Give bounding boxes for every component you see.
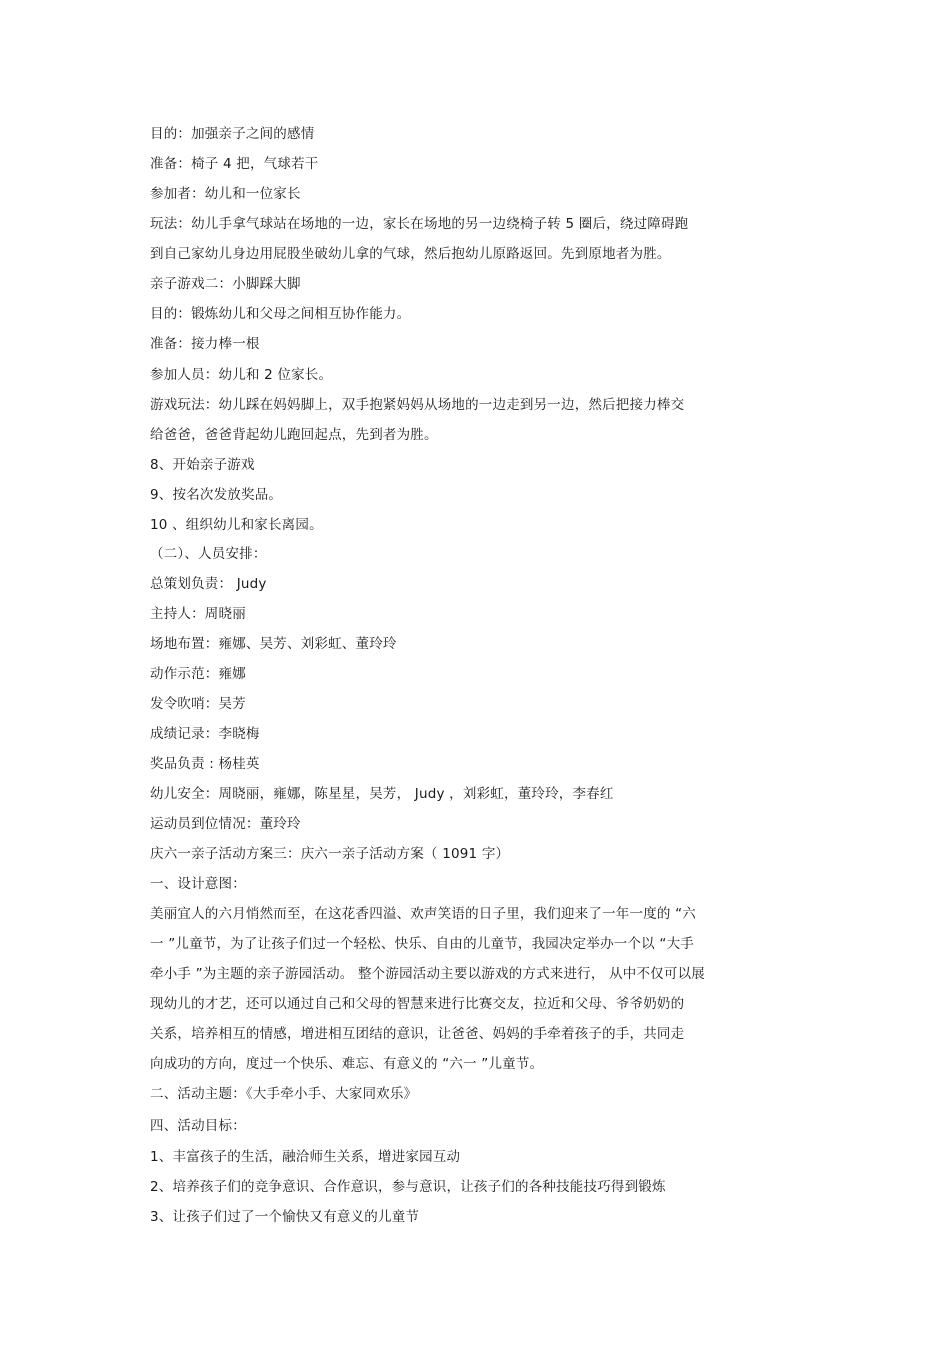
text-line: 动作示范：雍娜 [150,666,246,682]
section-heading: 二、活动主题：《大手牵小手、大家同欢乐》 [150,1086,418,1102]
text-line: 幼儿安全：周晓丽，雍娜，陈星星，吴芳， Judy ，刘彩虹，董玲玲，李春红 [150,786,614,802]
text-line: 运动员到位情况：董玲玲 [150,816,301,832]
section-heading: 庆六一亲子活动方案三：庆六一亲子活动方案（ 1091 字） [150,846,510,862]
text-line: 奖品负责 : 杨桂英 [150,756,260,772]
text-line: 给爸爸，爸爸背起幼儿跑回起点，先到者为胜。 [150,427,438,443]
text-line: 成绩记录：李晓梅 [150,726,260,742]
section-heading: 一、设计意图： [150,876,246,892]
text-line: 发令吹哨：吴芳 [150,696,246,712]
text-line: 场地布置：雍娜、吴芳、刘彩虹、董玲玲 [150,636,397,652]
text-line: 目的：加强亲子之间的感情 [150,126,315,142]
text-line: 准备：接力棒一根 [150,336,260,352]
section-heading: （二）、人员安排： [150,546,267,562]
list-item: 3、让孩子们过了一个愉快又有意义的儿童节 [150,1209,420,1225]
text-line: 一 ”儿童节，为了让孩子们过一个轻松、快乐、自由的儿童节，我园决定举办一个以 “大手 [150,936,694,952]
text-line: 关系，培养相互的情感，增进相互团结的意识，让爸爸、妈妈的手牵着孩子的手，共同走 [150,1026,685,1042]
text-line: 参加者：幼儿和一位家长 [150,186,301,202]
text-line: 准备：椅子 4 把，气球若干 [150,156,319,172]
list-item: 10 、组织幼儿和家长离园。 [150,517,323,533]
text-line: 牵小手 ”为主题的亲子游园活动。 整个游园活动主要以游戏的方式来进行， 从中不仅可以展 [150,966,705,982]
list-item: 8、开始亲子游戏 [150,457,255,473]
list-item: 9、按名次发放奖品。 [150,487,283,503]
text-line: 目的：锻炼幼儿和父母之间相互协作能力。 [150,306,411,322]
text-line: 美丽宜人的六月悄然而至，在这花香四溢、欢声笑语的日子里，我们迎来了一年一度的 “六 [150,906,696,922]
list-item: 2、培养孩子们的竞争意识、合作意识，参与意识，让孩子们的各种技能技巧得到锻炼 [150,1179,666,1195]
section-heading: 四、活动目标： [150,1118,246,1134]
text-line: 游戏玩法：幼儿踩在妈妈脚上，双手抱紧妈妈从场地的一边走到另一边，然后把接力棒交 [150,397,685,413]
text-line: 参加人员：幼儿和 2 位家长。 [150,367,333,383]
text-line: 现幼儿的才艺，还可以通过自己和父母的智慧来进行比赛交友，拉近和父母、爷爷奶奶的 [150,996,685,1012]
text-line: 到自己家幼儿身边用屁股坐破幼儿拿的气球，然后抱幼儿原路返回。先到原地者为胜。 [150,246,671,262]
text-line: 总策划负责： Judy [150,576,267,592]
text-line: 玩法：幼儿手拿气球站在场地的一边，家长在场地的另一边绕椅子转 5 圈后，绕过障碍跑 [150,216,689,232]
section-heading: 亲子游戏二：小脚踩大脚 [150,276,301,292]
list-item: 1、丰富孩子的生活，融洽师生关系，增进家园互动 [150,1149,461,1165]
text-line: 主持人：周晓丽 [150,606,246,622]
text-line: 向成功的方向，度过一个快乐、难忘、有意义的 “六一 ”儿童节。 [150,1056,544,1072]
